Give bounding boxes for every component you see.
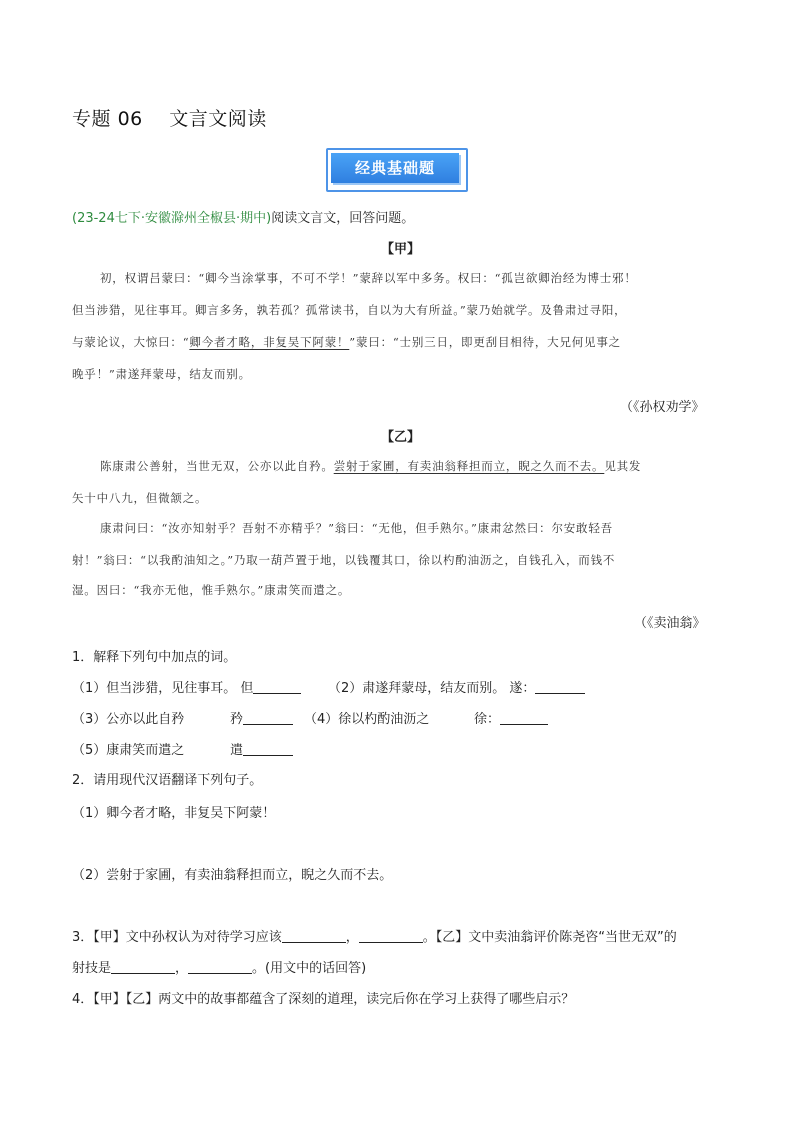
q1-word: 遣	[230, 743, 244, 758]
passage-jia-text: 与蒙论议，大惊曰：“	[72, 335, 190, 349]
passage-yi-line	[100, 458, 641, 474]
question-1-row	[328, 677, 585, 696]
q3-text: 3．【甲】文中孙权认为对待学习应该	[72, 930, 282, 945]
section-banner	[326, 148, 468, 192]
passage-jia-text: ”蒙曰：“士别三日，即更刮目相待，大兄何见事之	[349, 335, 621, 349]
q1-item: （1）但当涉猎，见往事耳。 但	[72, 681, 254, 696]
passage-jia-line	[72, 334, 621, 350]
underlined-sentence: 卿今者才略，非复吴下阿蒙！	[189, 335, 350, 349]
question-2-stem: 2．请用现代汉语翻译下列句子。	[72, 773, 263, 788]
answer-blank[interactable]	[243, 711, 293, 725]
q1-word: 徐：	[474, 712, 501, 727]
passage-jia-line: 晚乎！”肃遂拜蒙母，结友而别。	[72, 367, 251, 381]
answer-blank[interactable]	[282, 929, 346, 943]
title-number: 06	[117, 108, 143, 130]
title-topic: 文言文阅读	[169, 108, 267, 130]
question-4: 4．【甲】【乙】两文中的故事都蕴含了深刻的道理，读完后你在学习上获得了哪些启示？	[72, 992, 575, 1007]
passage-yi-line: 康肃问曰：“汝亦知射乎？吾射不亦精乎？”翁曰：“无他，但手熟尔。”康肃忿然曰：尔安敢轻吾	[100, 521, 613, 535]
passage-yi-line: 矢十中八九，但微颔之。	[72, 491, 208, 505]
q1-item: （5）康肃笑而遣之	[72, 743, 185, 758]
question-3-line	[72, 926, 677, 945]
answer-blank[interactable]	[188, 960, 252, 974]
q1-item	[474, 708, 548, 727]
answer-blank[interactable]	[253, 680, 301, 694]
passage-yi-text: 见其发	[604, 459, 642, 473]
instruction: 阅读文言文，回答问题。	[271, 211, 415, 226]
q3-comma: ，	[175, 961, 189, 976]
question-3-line	[72, 957, 366, 976]
answer-blank[interactable]	[111, 960, 175, 974]
page-title	[72, 104, 267, 131]
q3-text: 。(用文中的话回答)	[252, 961, 367, 976]
answer-blank[interactable]	[243, 742, 293, 756]
passage-yi-heading: 【乙】	[381, 430, 421, 445]
answer-blank[interactable]	[535, 680, 585, 694]
title-label: 专题	[72, 108, 112, 130]
q3-text: 。【乙】文中卖油翁评价陈尧咨“当世无双”的	[422, 930, 677, 945]
passage-yi-text: 陈康肃公善射，当世无双，公亦以此自矜。	[100, 459, 334, 473]
q1-word: 矜	[230, 712, 244, 727]
q1-item	[230, 708, 293, 727]
passage-yi-citation: （《卖油翁》	[634, 616, 706, 631]
passage-yi-line: 湿。因曰：“我亦无他，惟手熟尔。”康肃笑而遣之。	[72, 583, 351, 597]
q1-item	[230, 739, 293, 758]
q1-item: （2）肃遂拜蒙母，结友而别。 遂：	[328, 681, 536, 696]
q2-item: （2）尝射于家圃，有卖油翁释担而立，睨之久而不去。	[72, 868, 393, 883]
answer-blank[interactable]	[500, 711, 548, 725]
passage-jia-heading: 【甲】	[381, 242, 421, 257]
banner-label: 经典基础题	[331, 153, 459, 183]
intro-line	[72, 207, 414, 226]
answer-blank[interactable]	[359, 929, 423, 943]
passage-jia-citation: （《孙权劝学》	[620, 400, 705, 415]
q2-item: （1）卿今者才略，非复吴下阿蒙！	[72, 806, 276, 821]
passage-yi-line: 射！”翁曰：“以我酌油知之。”乃取一葫芦置于地，以钱覆其口，徐以杓酌油沥之，自钱孔入，而钱不	[72, 553, 616, 567]
q3-text: 射技是	[72, 961, 112, 976]
passage-jia-line: 但当涉猎，见往事耳。卿言多务，孰若孤？孤常读书，自以为大有所益。”蒙乃始就学。及鲁肃过寻阳，	[72, 303, 627, 317]
question-1-row	[72, 677, 301, 696]
underlined-sentence: 尝射于家圃，有卖油翁释担而立，睨之久而不去。	[333, 459, 605, 473]
exam-source: (23-24七下·安徽滁州全椒县·期中)	[72, 211, 272, 226]
question-1-stem: 1．解释下列句中加点的词。	[72, 650, 237, 665]
q1-item: （3）公亦以此自矜	[72, 712, 185, 727]
q3-comma: ，	[345, 930, 359, 945]
passage-jia-line: 初，权谓吕蒙曰：“卿今当涂掌事，不可不学！”蒙辞以军中多务。权曰：“孤岂欲卿治经为博士邪！	[100, 271, 637, 285]
q1-item: （4）徐以杓酌油沥之	[304, 712, 430, 727]
